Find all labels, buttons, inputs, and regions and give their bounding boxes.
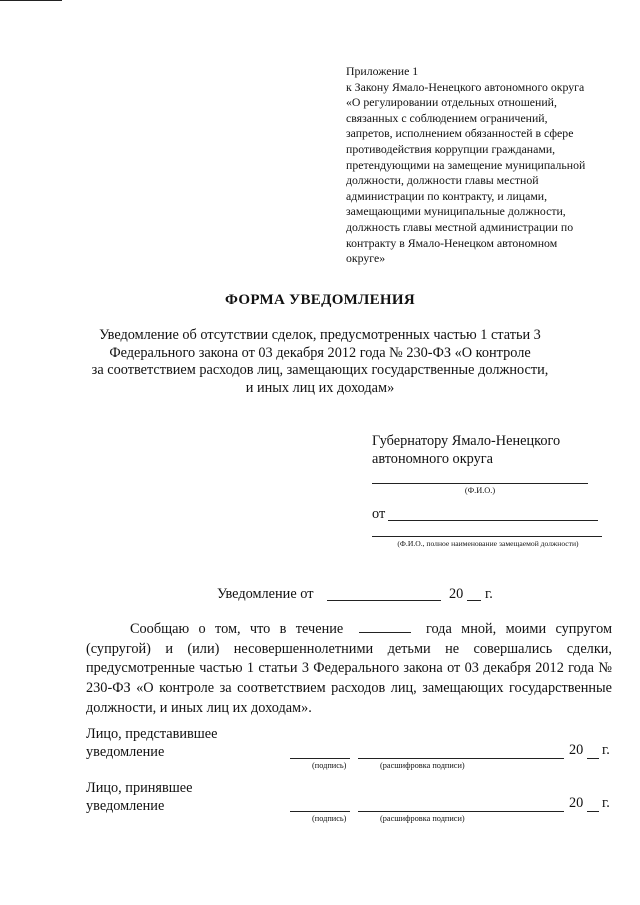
period-field[interactable] xyxy=(359,620,411,633)
appendix-line: претендующими на замещение муниципальной xyxy=(346,157,586,172)
signatory-year-prefix: 20 xyxy=(569,742,584,758)
signatory-sign-caption: (подпись) xyxy=(312,761,347,770)
signatory-decode-field[interactable] xyxy=(358,758,564,759)
appendix-line: Приложение 1 xyxy=(346,64,419,78)
subtitle-line: Федерального закона от 03 декабря 2012 года № 230-ФЗ «О контроле xyxy=(109,344,531,361)
signatory-sign-field[interactable] xyxy=(290,758,350,759)
receiver-label xyxy=(86,780,192,815)
receiver-year-field[interactable] xyxy=(587,811,599,812)
appendix-header xyxy=(346,64,616,267)
appendix-line: замещающими муниципальные должности, xyxy=(346,204,566,219)
receiver-year-prefix: 20 xyxy=(569,795,584,811)
from-caption: (Ф.И.О., полное наименование замещаемой должности) xyxy=(397,539,579,548)
receiver-year-suffix: г. xyxy=(602,795,610,811)
addressee-block xyxy=(372,432,560,468)
appendix-line: связанных с соблюдением ограничений, xyxy=(346,110,548,125)
notice-year-suffix: г. xyxy=(485,586,493,602)
appendix-line: контракту в Ямало-Ненецком автономном xyxy=(346,235,558,250)
appendix-line: администрации по контракту, и лицами, xyxy=(346,188,548,203)
signatory-label-line-2: уведомление xyxy=(86,743,165,760)
appendix-line: должность главы местной администрации по xyxy=(346,219,574,234)
signatory-label xyxy=(86,726,218,761)
appendix-line: запретов, исполнением обязанностей в сфере xyxy=(346,126,574,141)
from-label: от xyxy=(372,506,386,522)
from-field-line[interactable] xyxy=(388,520,598,521)
signatory-label-line-1: Лицо, представившее xyxy=(86,726,218,742)
top-edge-line xyxy=(0,0,62,1)
notice-year-prefix: 20 xyxy=(449,586,464,602)
appendix-line: к Закону Ямало-Ненецкого автономного округа xyxy=(346,79,585,94)
fio-caption: (Ф.И.О.) xyxy=(464,486,496,495)
receiver-sign-caption: (подпись) xyxy=(312,814,347,823)
body-paragraph xyxy=(86,620,612,719)
appendix-line: округе» xyxy=(346,251,386,266)
from-field-line-2[interactable] xyxy=(372,536,602,537)
receiver-decode-caption: (расшифровка подписи) xyxy=(380,814,465,823)
addressee-line-1: Губернатору Ямало-Ненецкого xyxy=(372,433,561,449)
signatory-decode-caption: (расшифровка подписи) xyxy=(380,761,465,770)
notice-date-field[interactable] xyxy=(327,600,441,601)
receiver-decode-field[interactable] xyxy=(358,811,564,812)
receiver-label-line-2: уведомление xyxy=(86,797,165,814)
subtitle-line: Уведомление об отсутствии сделок, предусмотренных частью 1 статьи 3 xyxy=(99,327,541,343)
notice-date-label: Уведомление от xyxy=(217,586,314,602)
receiver-label-line-1: Лицо, принявшее xyxy=(86,780,193,796)
addressee-line-2: автономного округа xyxy=(372,451,493,467)
signatory-year-field[interactable] xyxy=(587,758,599,759)
notice-year-field[interactable] xyxy=(467,600,481,601)
form-title: ФОРМА УВЕДОМЛЕНИЯ xyxy=(225,292,415,308)
subtitle-line: и иных лиц их доходам» xyxy=(245,379,395,396)
fio-field-line[interactable] xyxy=(372,483,588,484)
form-subtitle xyxy=(60,327,580,397)
body-part-2: года мной, моими супругом (супругой) и (или) несовершеннолетними детьми не совершались сделки, предусмотренные частью 1 статьи 3 Федерального закона от 03 декабря 2012 года № 230-ФЗ «О контроле за соответствием расходов лиц, замещающих государственные должности, и иных лиц их доходам». xyxy=(86,621,612,716)
appendix-line: «О регулировании отдельных отношений, xyxy=(346,95,557,110)
signatory-year-suffix: г. xyxy=(602,742,610,758)
appendix-line: противодействия коррупции гражданами, xyxy=(346,141,556,156)
body-part-1: Сообщаю о том, что в течение xyxy=(130,621,344,637)
appendix-line: должности, должности главы местной xyxy=(346,173,539,188)
subtitle-line: за соответствием расходов лиц, замещающих государственные должности, xyxy=(91,362,549,379)
receiver-sign-field[interactable] xyxy=(290,811,350,812)
